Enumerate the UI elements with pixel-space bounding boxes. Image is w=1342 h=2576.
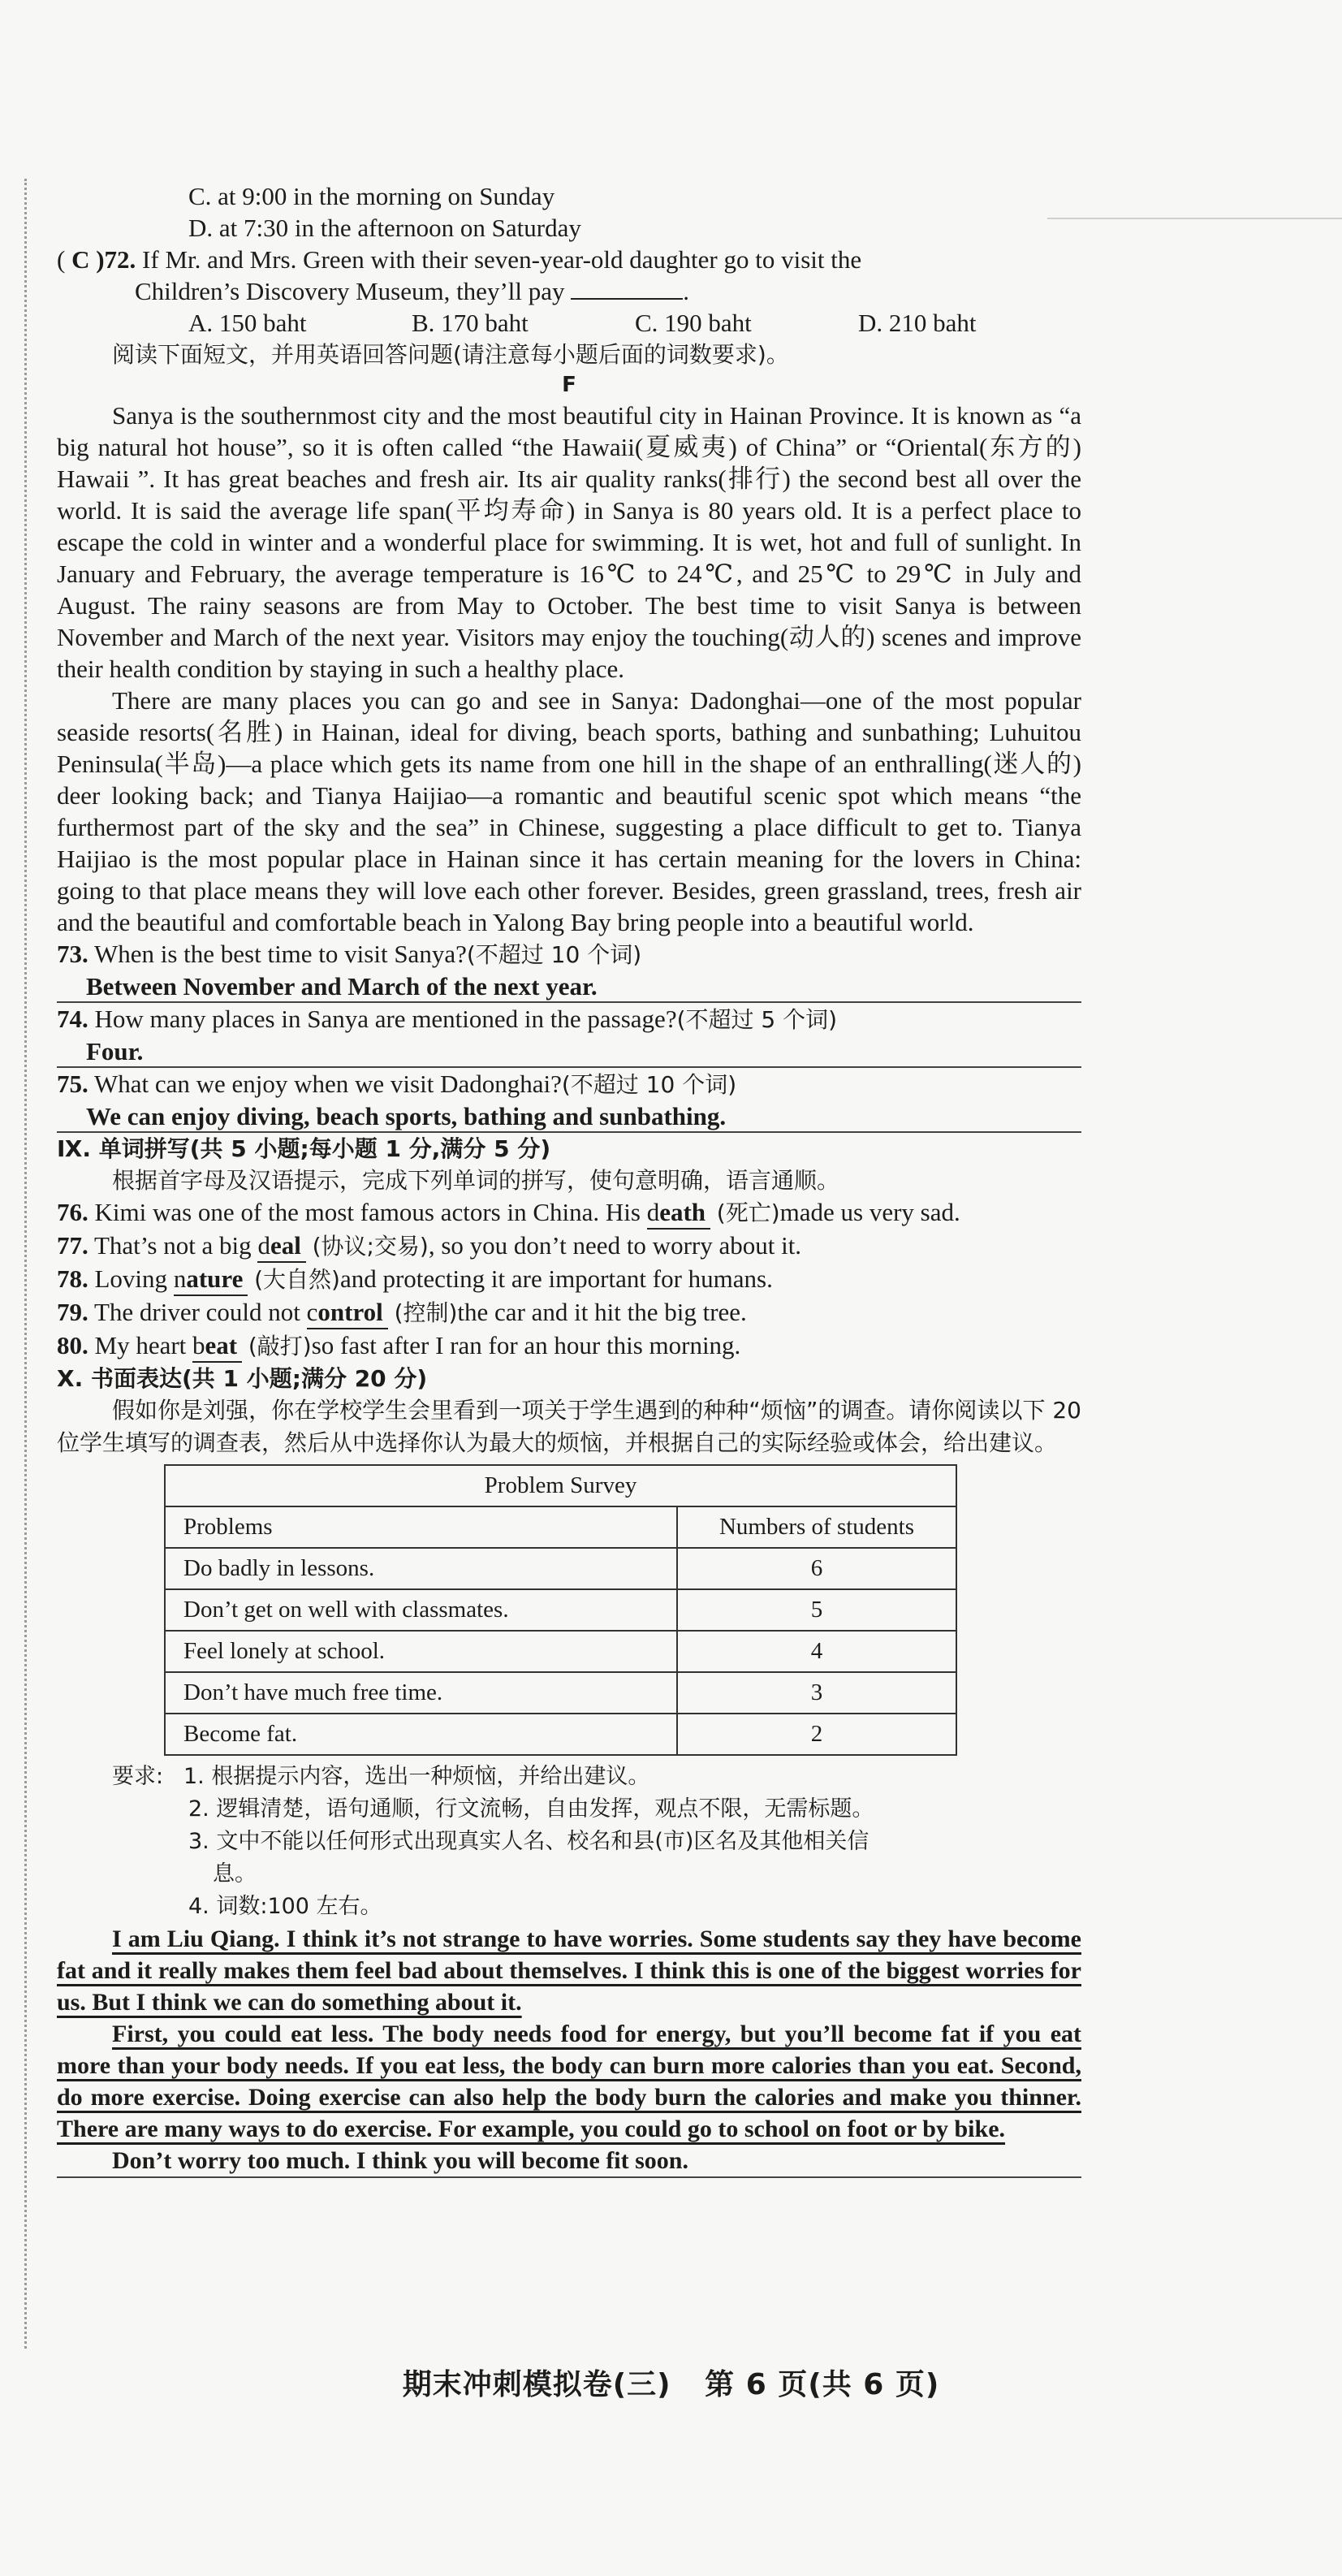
binding-edge	[24, 179, 27, 2349]
filled-letters: eat	[205, 1331, 238, 1359]
answer-75[interactable]: We can enjoy diving, beach sports, bathing and sunbathing.	[57, 1100, 1081, 1133]
essay-paragraph: I am Liu Qiang. I think it’s not strange to have worries. Some students say they have become fat and it really makes them feel bad about themselves. I think this is one of the biggest worries for us. But I think we can do something about it.	[57, 1926, 1081, 2016]
given-letter: n	[173, 1264, 187, 1293]
chinese-hint: (大自然)	[254, 1266, 340, 1293]
count-cell: 3	[677, 1672, 956, 1714]
exam-title: 期末冲刺模拟卷(三)	[402, 2368, 671, 2401]
requirement-item: 3. 文中不能以任何形式出现真实人名、校名和县(市)区名及其他相关信	[188, 1829, 869, 1854]
problem-cell: Don’t get on well with classmates.	[165, 1589, 677, 1631]
requirement-item-cont: 息。	[213, 1861, 257, 1887]
requirements	[57, 1761, 1081, 1923]
problem-cell: Become fat.	[165, 1714, 677, 1755]
passage-paragraph: Sanya is the southernmost city and the most beautiful city in Hainan Province. It is known as “a big natural hot house”, so it is often called “the Hawaii(夏威夷) of China” or “Oriental(东方的) Hawaii ”. It has great beaches and fresh air. Its air quality ranks(排行) the second best all over the world. It is said the average life span(平均寿命) in Sanya is 80 years old. It is a perfect place to escape the cold in winter and a wonderful place for swimming. It is wet, hot and full of sunlight. In January and February, the average temperature is 16℃ to 24℃, and 25℃ to 29℃ in July and August. The rainy seasons are from May to October. The best time to visit Sanya is between November and March of the next year. Visitors may enjoy the touching(动人的) scenes and improve their health condition by staying in such a healthy place.	[57, 401, 1081, 683]
requirement-item: 4. 词数:100 左右。	[188, 1894, 382, 1919]
q71-option-c: C. at 9:00 in the morning on Sunday	[188, 182, 555, 210]
chinese-hint: (敲打)	[248, 1333, 312, 1359]
question-72	[57, 244, 1081, 275]
survey-table	[164, 1464, 957, 1756]
given-letter: c	[306, 1298, 318, 1326]
question-number: 78.	[57, 1264, 88, 1293]
question-72-stem-cont	[57, 275, 1081, 307]
writing-prompt: 假如你是刘强，你在学校学生会里看到一项关于学生遇到的种种“烦恼”的调查。请你阅读以下 20 位学生填写的调查表，然后从中选择你认为最大的烦恼，并根据自己的实际经验或体会，给出建议。	[57, 1397, 1081, 1456]
vocab-blank[interactable]	[647, 1196, 710, 1230]
sentence-before: Kimi was one of the most famous actors in China. His	[94, 1198, 647, 1226]
option-b: B. 170 baht	[412, 309, 529, 337]
question-text: How many places in Sanya are mentioned in the passage?	[94, 1005, 677, 1033]
question-number: 80.	[57, 1331, 88, 1359]
sentence-after: the car and it hit the big tree.	[457, 1298, 747, 1326]
given-letter: d	[257, 1231, 270, 1260]
table-title: Problem Survey	[165, 1465, 956, 1506]
essay-answer[interactable]	[57, 1923, 1081, 2178]
sentence-after: made us very sad.	[779, 1198, 960, 1226]
given-letter: b	[192, 1331, 205, 1359]
question-72-options	[57, 307, 1081, 339]
question-74	[57, 1003, 1081, 1035]
requirements-label: 要求:	[112, 1764, 164, 1789]
filled-letters: eal	[270, 1231, 301, 1260]
vocab-item-76	[57, 1196, 1081, 1230]
column-header: Numbers of students	[677, 1506, 956, 1548]
question-72-stem: If Mr. and Mrs. Green with their seven-year-old daughter go to visit the	[142, 245, 862, 274]
vocab-blank[interactable]	[307, 1296, 388, 1329]
section-10-heading: Ⅹ. 书面表达(共 1 小题;满分 20 分)	[57, 1365, 428, 1392]
column-header: Problems	[165, 1506, 677, 1548]
filled-letters: eath	[659, 1198, 706, 1226]
passage-paragraph: There are many places you can go and see in Sanya: Dadonghai—one of the most popular seaside resorts(名胜) in Hainan, ideal for diving, beach sports, bathing and sunbathing; Luhuitou Peninsula(半岛)—a place which gets its name from one hill in the shape of an enthralling(迷人的) deer looking back; and Tianya Haijiao—a romantic and beautiful scenic spot which means “the furthermost part of the sky and the sea” in Chinese, suggesting a place difficult to get to. Tianya Haijiao is the most popular place in Hainan since it has certain meaning for the lovers in China: going to that place means they will love each other forever. Besides, green grassland, trees, fresh air and the beautiful and comfortable beach in Yalong Bay bring people into a beautiful world.	[57, 686, 1081, 936]
question-75	[57, 1068, 1081, 1100]
sentence-before: Loving	[94, 1264, 174, 1293]
question-number: 74.	[57, 1005, 88, 1033]
requirement-item: 2. 逻辑清楚，语句通顺，行文流畅，自由发挥，观点不限，无需标题。	[188, 1796, 874, 1822]
vocab-blank[interactable]	[174, 1263, 248, 1296]
question-number: 76.	[57, 1198, 88, 1226]
table-header-row	[165, 1506, 956, 1548]
answer-74[interactable]: Four.	[57, 1035, 1081, 1068]
vocab-item-78	[57, 1263, 1081, 1296]
question-text: When is the best time to visit Sanya?	[93, 940, 467, 968]
word-limit: (不超过 5 个词)	[676, 1006, 838, 1033]
count-cell: 6	[677, 1548, 956, 1589]
vocab-item-80	[57, 1329, 1081, 1363]
stem-end: .	[683, 277, 689, 305]
sentence-before: The driver could not	[93, 1298, 307, 1326]
problem-cell: Don’t have much free time.	[165, 1672, 677, 1714]
vocab-item-77	[57, 1230, 1081, 1263]
count-cell: 5	[677, 1589, 956, 1631]
table-row	[165, 1548, 956, 1589]
count-cell: 2	[677, 1714, 956, 1755]
sentence-after: , so you don’t need to worry about it.	[428, 1231, 802, 1260]
question-number: 77.	[57, 1231, 88, 1260]
question-number: 73.	[57, 940, 88, 968]
page-footer	[0, 2362, 1342, 2403]
section-9-heading: Ⅸ. 单词拼写(共 5 小题;每小题 1 分,满分 5 分)	[57, 1135, 551, 1162]
vocab-blank[interactable]	[257, 1230, 305, 1263]
word-limit: (不超过 10 个词)	[561, 1071, 737, 1098]
question-number: 75.	[57, 1070, 88, 1098]
problem-cell: Do badly in lessons.	[165, 1548, 677, 1589]
table-row	[165, 1672, 956, 1714]
table-row	[165, 1589, 956, 1631]
requirement-item: 1. 根据提示内容，选出一种烦恼，并给出建议。	[183, 1764, 650, 1789]
chinese-hint: (控制)	[394, 1299, 458, 1326]
header-rule	[1047, 218, 1342, 219]
essay-paragraph: First, you could eat less. The body needs food for energy, but you’ll become fat if you eat more than your body needs. If you eat less, the body can burn more calories than you eat. Second, do more exercise. Doing exercise can also help the body burn the calories and make you thinner. There are many ways to do exercise. For example, you could go to school on foot or by bike.	[57, 2021, 1081, 2142]
essay-paragraph: Don’t worry too much. I think you will become fit soon.	[57, 2145, 1081, 2178]
question-73	[57, 938, 1081, 970]
sentence-before: That’s not a big	[93, 1231, 258, 1260]
q71-option-d: D. at 7:30 in the afternoon on Saturday	[188, 214, 581, 242]
answer-bracket-open: (	[57, 245, 72, 274]
option-c: C. 190 baht	[635, 309, 752, 337]
sentence-after: so fast after I ran for an hour this morning.	[311, 1331, 741, 1359]
answer-blank[interactable]	[571, 275, 683, 300]
vocab-item-79	[57, 1296, 1081, 1329]
reading-passage	[57, 400, 1081, 938]
sentence-after: and protecting it are important for humans.	[339, 1264, 773, 1293]
answer-73[interactable]: Between November and March of the next year.	[57, 970, 1081, 1003]
problem-cell: Feel lonely at school.	[165, 1631, 677, 1672]
filled-letters: ontrol	[317, 1298, 383, 1326]
table-row	[165, 1631, 956, 1672]
reading-instruction: 阅读下面短文，并用英语回答问题(请注意每小题后面的词数要求)。	[112, 341, 789, 368]
question-72-stem-2: Children’s Discovery Museum, they’ll pay	[135, 277, 565, 305]
table-row	[165, 1714, 956, 1755]
given-letter: d	[646, 1198, 660, 1226]
vocab-blank[interactable]	[192, 1329, 242, 1363]
answer-72: C	[71, 245, 90, 274]
chinese-hint: (协议;交易)	[312, 1233, 429, 1260]
section-9-instruction: 根据首字母及汉语提示，完成下列单词的拼写，使句意明确，语言通顺。	[112, 1167, 840, 1194]
option-d: D. 210 baht	[858, 309, 977, 337]
answer-bracket-close: )72.	[89, 245, 136, 274]
question-text: What can we enjoy when we visit Dadonghai?	[93, 1070, 562, 1098]
count-cell: 4	[677, 1631, 956, 1672]
question-number: 79.	[57, 1298, 88, 1326]
word-limit: (不超过 10 个词)	[466, 941, 642, 968]
exam-content	[57, 180, 1081, 2178]
sentence-before: My heart	[94, 1331, 193, 1359]
option-a: A. 150 baht	[188, 309, 307, 337]
passage-title: F	[562, 373, 576, 397]
chinese-hint: (死亡)	[716, 1199, 780, 1226]
page-number: 第 6 页(共 6 页)	[705, 2368, 940, 2401]
filled-letters: ature	[186, 1264, 244, 1293]
